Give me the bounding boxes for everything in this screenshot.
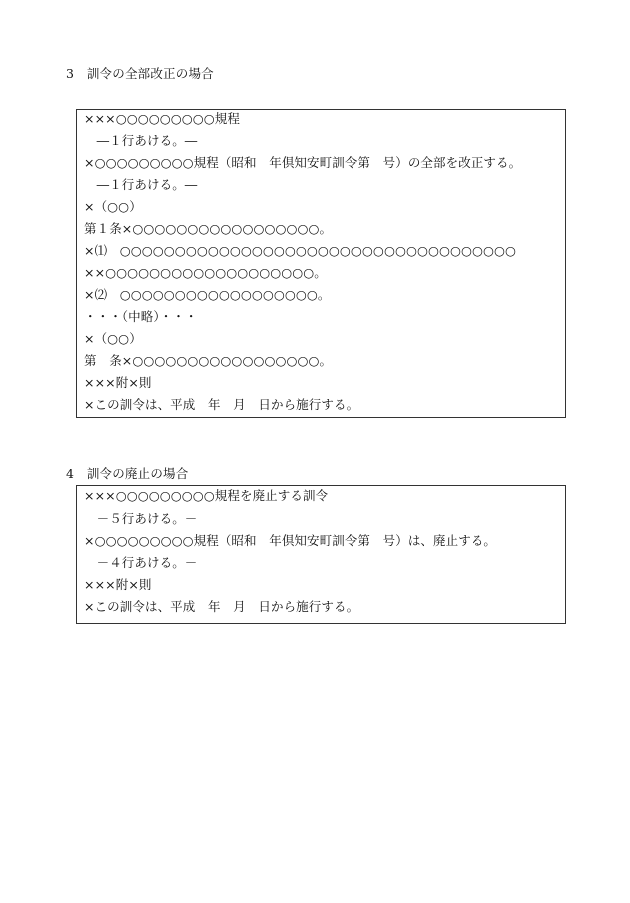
box-line-supplementary-heading: ×××附×則 [84,375,152,390]
box-line-article-caption: ×（○○） [84,199,142,214]
box-line-effective-date: ×この訓令は、平成 年 月 日から施行する。 [84,397,360,412]
box-line-article-caption: ×（○○） [84,331,142,346]
section-4-example-box [76,485,566,624]
box-line-spacing-note: －５行あける。－ [84,511,198,526]
box-line-item-1: ×⑴ ○○○○○○○○○○○○○○○○○○○○○○○○○○○○○○○○○○○○ [84,243,517,258]
box-line-spacing-note: ―１行あける。― [84,133,198,148]
box-line-item-2: ×⑵ ○○○○○○○○○○○○○○○○○○。 [84,287,331,302]
section-3-heading: 3 訓令の全部改正の場合 [66,66,214,81]
box-line-item-1-continued: ××○○○○○○○○○○○○○○○○○○○。 [84,265,327,280]
box-line-omission: ・・・（中略）・・・ [84,309,198,324]
box-line-article-1: 第１条×○○○○○○○○○○○○○○○○○。 [84,221,333,236]
box-line-title: ×××○○○○○○○○○規程を廃止する訓令 [84,488,329,503]
box-line-title: ×××○○○○○○○○○規程 [84,111,240,126]
box-line-effective-date: ×この訓令は、平成 年 月 日から施行する。 [84,599,360,614]
section-3-example-box [76,109,566,418]
box-line-supplementary-heading: ×××附×則 [84,577,152,592]
box-line-repeal-clause: ×○○○○○○○○○規程（昭和 年倶知安町訓令第 号）は、廃止する。 [84,533,497,548]
box-line-spacing-note: ―１行あける。― [84,177,198,192]
box-line-spacing-note: －４行あける。－ [84,555,198,570]
box-line-revision-clause: ×○○○○○○○○○規程（昭和 年倶知安町訓令第 号）の全部を改正する。 [84,155,522,170]
section-4-heading: 4 訓令の廃止の場合 [66,466,189,481]
box-line-article-n: 第 条×○○○○○○○○○○○○○○○○○。 [84,353,333,368]
